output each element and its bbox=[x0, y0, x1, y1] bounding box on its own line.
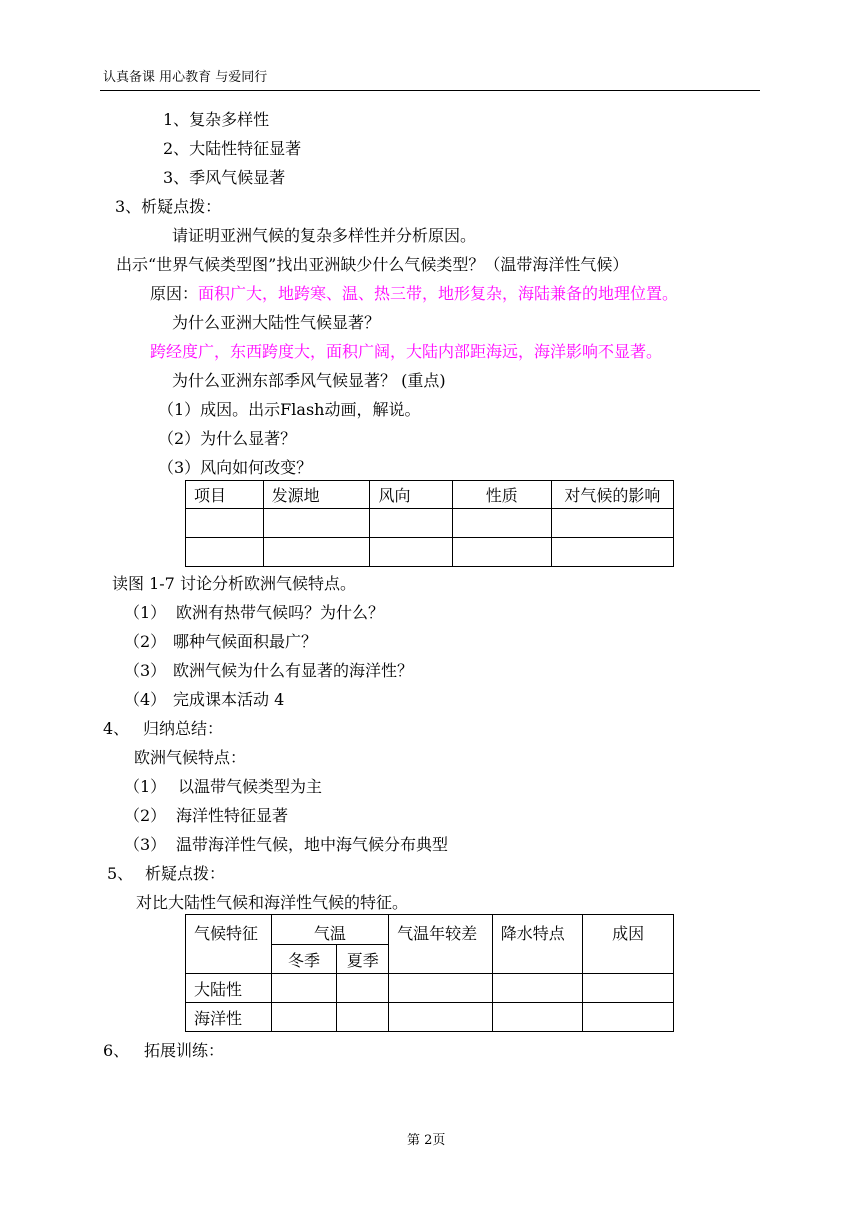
compare-row-oceanic: 海洋性 bbox=[186, 1003, 272, 1032]
table-cell bbox=[452, 538, 551, 567]
table-cell bbox=[186, 509, 264, 538]
section6-heading: 拓展训练： bbox=[144, 1041, 225, 1060]
europe-item-3-text: 欧洲气候为什么有显著的海洋性？ bbox=[173, 661, 414, 680]
europe-intro: 读图 1-7 讨论分析欧洲气候特点。 bbox=[112, 574, 356, 593]
q3-item-3: （3）风向如何改变？ bbox=[158, 458, 313, 477]
table-cell bbox=[337, 1003, 389, 1032]
table-cell bbox=[583, 1003, 674, 1032]
table-cell bbox=[271, 974, 337, 1003]
header-motto: 认真备课 用心教育 与爱同行 bbox=[103, 70, 268, 85]
compare-col-feature: 气候特征 bbox=[186, 915, 272, 974]
table-cell bbox=[389, 1003, 493, 1032]
feature-1: 1、复杂多样性 bbox=[163, 110, 270, 129]
table-cell bbox=[452, 509, 551, 538]
section3-q1-task: 出示“世界气候类型图”找出亚洲缺少什么气候类型？（温带海洋性气候） bbox=[116, 255, 629, 274]
s4-item-2-num: （2） bbox=[124, 806, 167, 825]
table-cell bbox=[492, 1003, 583, 1032]
monsoon-col-effect: 对气候的影响 bbox=[551, 481, 673, 509]
q3-item-2: （2）为什么显著？ bbox=[158, 429, 297, 448]
table-cell bbox=[551, 538, 673, 567]
compare-col-summer: 夏季 bbox=[337, 945, 389, 974]
compare-col-temp: 气温 bbox=[271, 915, 389, 945]
table-cell bbox=[583, 974, 674, 1003]
page-number: 第 2页 bbox=[407, 1133, 446, 1148]
cause-label: 原因： bbox=[150, 284, 199, 303]
s4-item-1-num: （1） bbox=[124, 777, 167, 796]
section4-heading: 归纳总结： bbox=[143, 719, 224, 738]
s4-item-1-text: 以温带气候类型为主 bbox=[178, 777, 323, 796]
table-cell bbox=[389, 974, 493, 1003]
table-cell bbox=[551, 509, 673, 538]
header-rule bbox=[100, 90, 760, 91]
section3-q1: 请证明亚洲气候的复杂多样性并分析原因。 bbox=[172, 226, 477, 245]
table-cell bbox=[492, 974, 583, 1003]
monsoon-col-source: 发源地 bbox=[263, 481, 370, 509]
monsoon-table bbox=[185, 480, 674, 567]
compare-table bbox=[185, 914, 674, 1032]
monsoon-col-nature: 性质 bbox=[452, 481, 551, 509]
section4-sub: 欧洲气候特点： bbox=[134, 748, 247, 767]
table-row bbox=[186, 509, 674, 538]
compare-col-cause: 成因 bbox=[583, 915, 674, 974]
table-cell bbox=[263, 538, 370, 567]
table-row bbox=[186, 1003, 674, 1032]
q3-item-1: （1）成因。出示Flash动画，解说。 bbox=[158, 400, 421, 419]
table-cell bbox=[370, 509, 452, 538]
europe-item-4-text: 完成课本活动 4 bbox=[173, 690, 285, 709]
compare-row-continental: 大陆性 bbox=[186, 974, 272, 1003]
s4-item-3-text: 温带海洋性气候，地中海气候分布典型 bbox=[176, 835, 449, 854]
section5-num: 5、 bbox=[107, 864, 134, 883]
table-cell bbox=[263, 509, 370, 538]
feature-2: 2、大陆性特征显著 bbox=[163, 139, 302, 158]
s4-item-3-num: （3） bbox=[124, 835, 167, 854]
cause-line bbox=[150, 284, 678, 304]
section3-heading: 3、析疑点拨： bbox=[115, 197, 222, 216]
section6-num: 6、 bbox=[103, 1041, 130, 1060]
cause-answer: 面积广大，地跨寒、温、热三带，地形复杂，海陆兼备的地理位置。 bbox=[198, 284, 679, 303]
compare-col-winter: 冬季 bbox=[271, 945, 337, 974]
table-row bbox=[186, 974, 674, 1003]
europe-item-2-text: 哪种气候面积最广？ bbox=[173, 632, 318, 651]
monsoon-col-item: 项目 bbox=[186, 481, 264, 509]
europe-item-2-num: （2） bbox=[124, 632, 167, 651]
europe-item-3-num: （3） bbox=[124, 661, 167, 680]
section3-q2: 为什么亚洲大陆性气候显著？ bbox=[172, 313, 381, 332]
europe-item-4-num: （4） bbox=[124, 690, 167, 709]
table-cell bbox=[337, 974, 389, 1003]
section5-heading: 析疑点拨： bbox=[145, 864, 226, 883]
table-cell bbox=[370, 538, 452, 567]
europe-item-1-num: （1） bbox=[124, 603, 167, 622]
compare-col-range: 气温年较差 bbox=[389, 915, 493, 974]
table-cell bbox=[186, 538, 264, 567]
section3-q2-answer: 跨经度广，东西跨度大，面积广阔，大陆内部距海远，海洋影响不显著。 bbox=[150, 342, 663, 361]
table-cell bbox=[271, 1003, 337, 1032]
monsoon-col-direction: 风向 bbox=[370, 481, 452, 509]
s4-item-2-text: 海洋性特征显著 bbox=[176, 806, 289, 825]
section3-q3: 为什么亚洲东部季风气候显著？ (重点) bbox=[172, 371, 446, 390]
europe-item-1-text: 欧洲有热带气候吗？为什么？ bbox=[176, 603, 385, 622]
compare-col-precip: 降水特点 bbox=[492, 915, 583, 974]
table-row bbox=[186, 538, 674, 567]
section5-sub: 对比大陆性气候和海洋性气候的特征。 bbox=[136, 893, 409, 912]
section4-num: 4、 bbox=[103, 719, 130, 738]
feature-3: 3、季风气候显著 bbox=[163, 168, 286, 187]
